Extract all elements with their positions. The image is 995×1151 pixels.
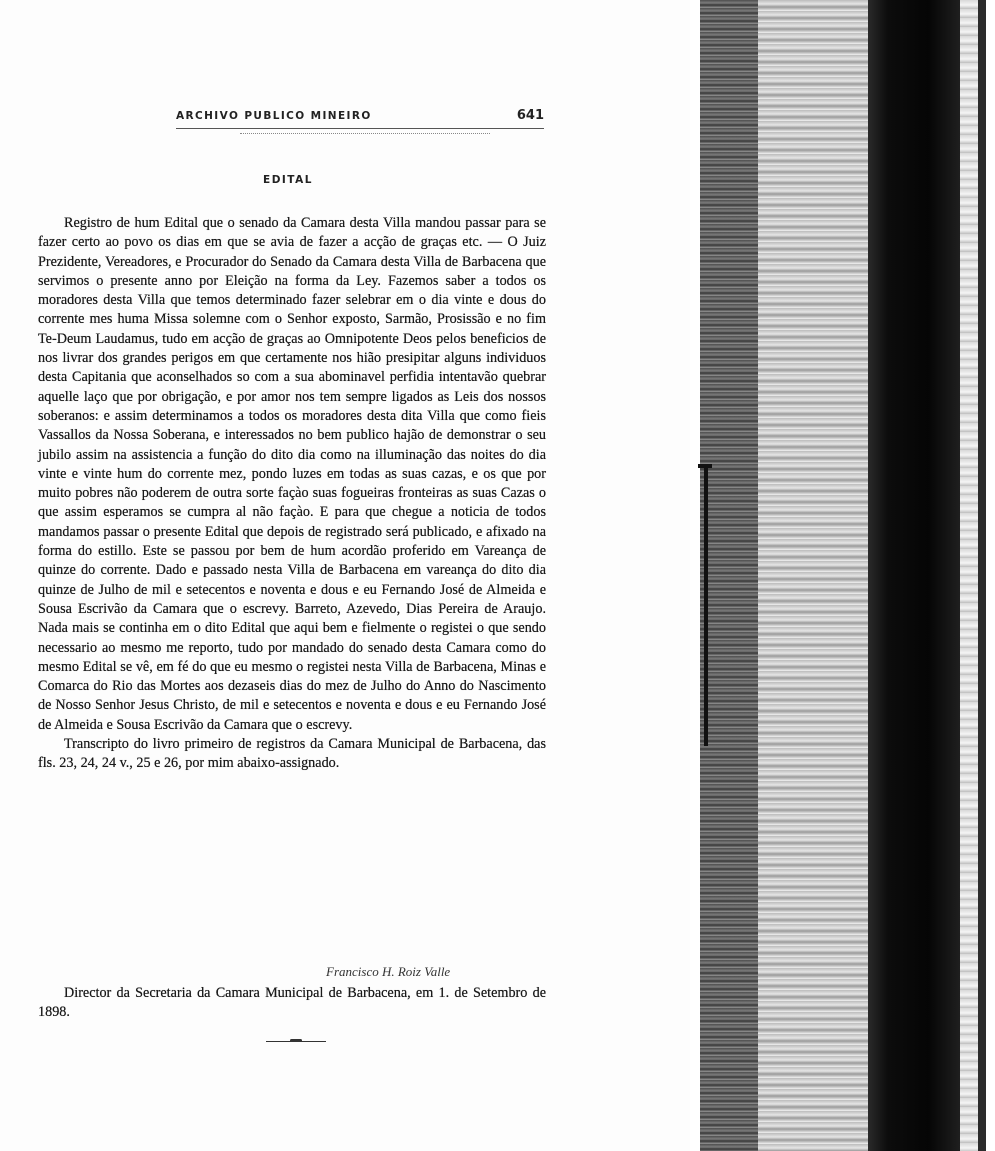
section-title: EDITAL <box>263 174 313 186</box>
page-number: 641 <box>516 108 544 123</box>
end-ornament <box>266 1041 326 1042</box>
body-paragraph: Registro de hum Edital que o senado da Camara desta Villa mandou passar para se fazer certo ao povo os dias em que se avia de fazer a acção de graças etc. — O Juiz Prezidente, Vereadores, e Procurador do Senado da Camara desta Villa de Barbacena que servimos o presente anno por Eleição na forma da Ley. Fazemos saber a todos os moradores desta Villa que temos determinado fazer selebrar em o dia vinte e dous do corrente mes huma Missa solemne com o Senhor exposto, Sarmão, Prosissão e no fim Te-Deum Laudamus, tudo em acção de graças ao Omnipotente Deos pelos beneficios de nos livrar dos grandes perigos em que certamente nos hião presipitar alguns individuos desta Capitania que aconselhados so com a sua abominavel perfidia intentavão quebrar aquelle laço que por obrigação, e por amor nos tem sempre ligados as Leis dos nossos soberanos: e assim determinamos a todos os moradores desta dita Villa que como fieis Vassallos da Nossa Soberana, e interessados no bem publico hajão de demonstrar o seu jubilo assim na assistencia a função do dito dia como na illuminação das noites do dia vinte e vinte hum do corrente mez, pondo luzes em todas as suas cazas, e os que por muito pobres não poderem de outra sorte façào suas fogueiras fronteiras as suas Cazas o que assim esperamos se cumpra al não façào. E para que chegue a noticia de todos mandamos passar o presente Edital que depois de registrado será publicado, e afixado na forma do estillo. Este se passou por bem de hum acordão proferido em Vareança de quinze do corrente. Dado e passado nesta Villa de Barbacena em vareança do dito dia quinze de Julho de mil e setecentos e noventa e dous e eu Fernando José de Almeida e Sousa Escrivão da Camara que o escrevy. Barreto, Azevedo, Dias Pereira de Araujo. Nada mais se continha em o dito Edital que aqui bem e fielmente o registei o que sendo necessario ao mesmo me reporto, tudo por mandado do senado desta Camara como do mesmo Edital se vê, em fé do que eu mesmo o registei nesta Villa de Barbacena, Minas e Comarca do Rio das Mortes aos dezaseis dias do mez de Julho do Anno do Nascimento de Nosso Senhor Jesus Christo, de mil e setecentos e noventa e dous e eu Fernando José de Almeida e Sousa Escrivão da Camara que o escrevy. <box>38 215 546 733</box>
running-head <box>176 108 544 123</box>
book-binding <box>690 0 995 1151</box>
running-title: ARCHIVO PUBLICO MINEIRO <box>176 110 372 122</box>
header-dotted-rule <box>240 133 490 134</box>
body-text <box>38 214 546 774</box>
cover-edge-light <box>960 0 980 1151</box>
binding-thread <box>704 466 708 746</box>
page-edge-light <box>758 0 870 1151</box>
page-edge-dark <box>700 0 758 1151</box>
book-spine <box>868 0 960 1151</box>
header-rule <box>176 128 544 129</box>
body-paragraph: Transcripto do livro primeiro de registros da Camara Municipal de Barbacena, das fls. 23, 24, 24 v., 25 e 26, por mim abaixo-assignado. <box>38 736 546 772</box>
footer-text <box>38 984 546 1023</box>
footer-paragraph: Director da Secretaria da Camara Municipal de Barbacena, em 1. de Setembro de 1898. <box>38 985 546 1021</box>
cover-edge-dark <box>978 0 986 1151</box>
signature: Francisco H. Roiz Valle <box>326 964 451 979</box>
